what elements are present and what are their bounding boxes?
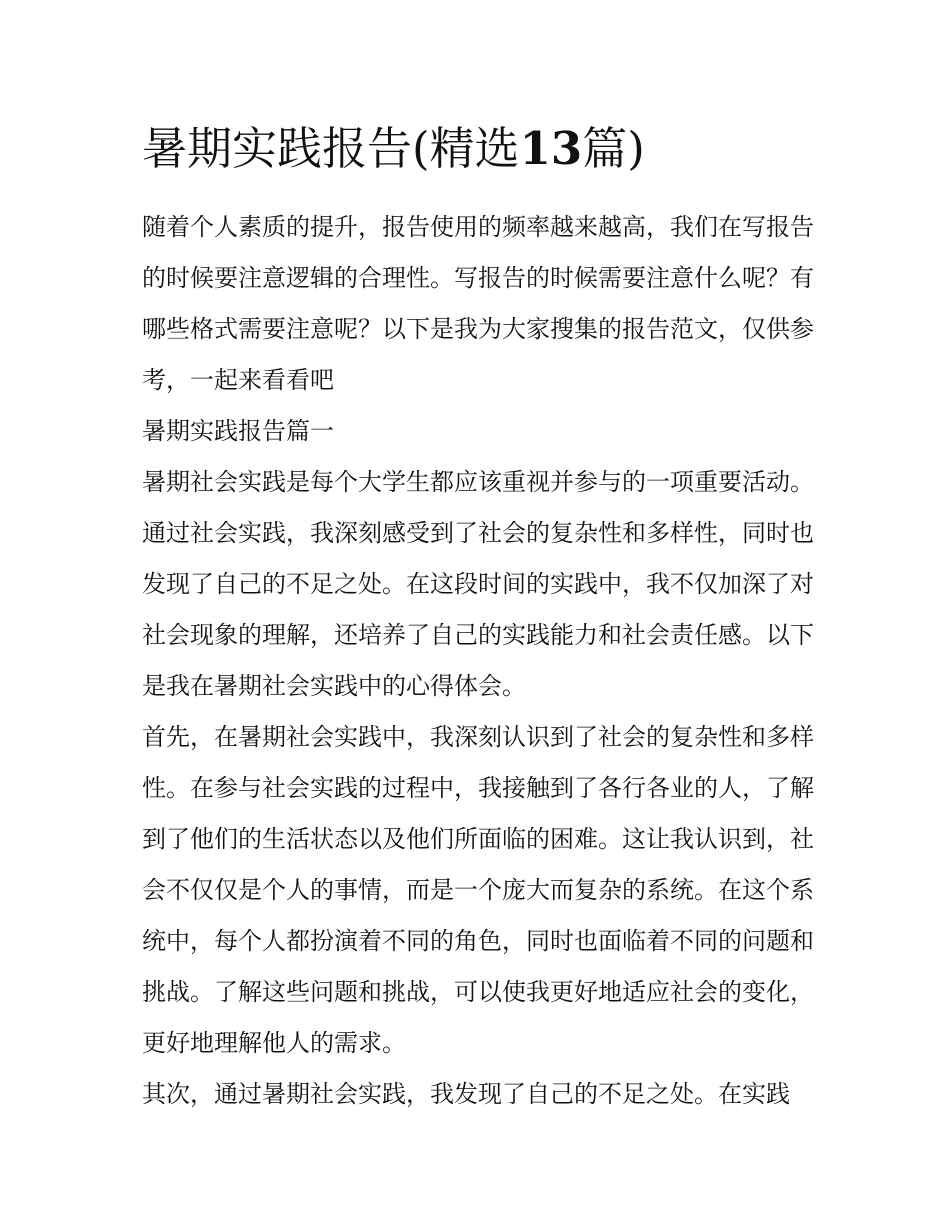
intro-paragraph: 随着个人素质的提升，报告使用的频率越来越高，我们在写报告的时候要注意逻辑的合理性。写报告的时候需要注意什么呢？有哪些格式需要注意呢？以下是我为大家搜集的报告范文，仅供参考，一起来看看吧 (142, 213, 814, 394)
body-paragraph: 其次，通过暑期社会实践，我发现了自己的不足之处。在实践 (142, 1080, 790, 1108)
document-title (142, 118, 814, 180)
title-number: 13 (519, 122, 583, 175)
title-suffix: 篇) (582, 122, 645, 175)
body-paragraph: 首先，在暑期社会实践中，我深刻认识到了社会的复杂性和多样性。在参与社会实践的过程中，我接触到了各行各业的人，了解到了他们的生活状态以及他们所面临的困难。这让我认识到，社会不仅仅是个人的事情，而是一个庞大而复杂的系统。在这个系统中，每个人都扮演着不同的角色，同时也面临着不同的问题和挑战。了解这些问题和挑战，可以使我更好地适应社会的变化，更好地理解他人的需求。 (142, 723, 814, 1057)
document-body (142, 118, 814, 1120)
body-paragraph: 暑期社会实践是每个大学生都应该重视并参与的一项重要活动。通过社会实践，我深刻感受到了社会的复杂性和多样性，同时也发现了自己的不足之处。在这段时间的实践中，我不仅加深了对社会现象的理解，还培养了自己的实践能力和社会责任感。以下是我在暑期社会实践中的心得体会。 (142, 468, 814, 700)
section-heading: 暑期实践报告篇一 (142, 417, 334, 445)
title-prefix: 暑期实践报告(精选 (142, 122, 520, 175)
